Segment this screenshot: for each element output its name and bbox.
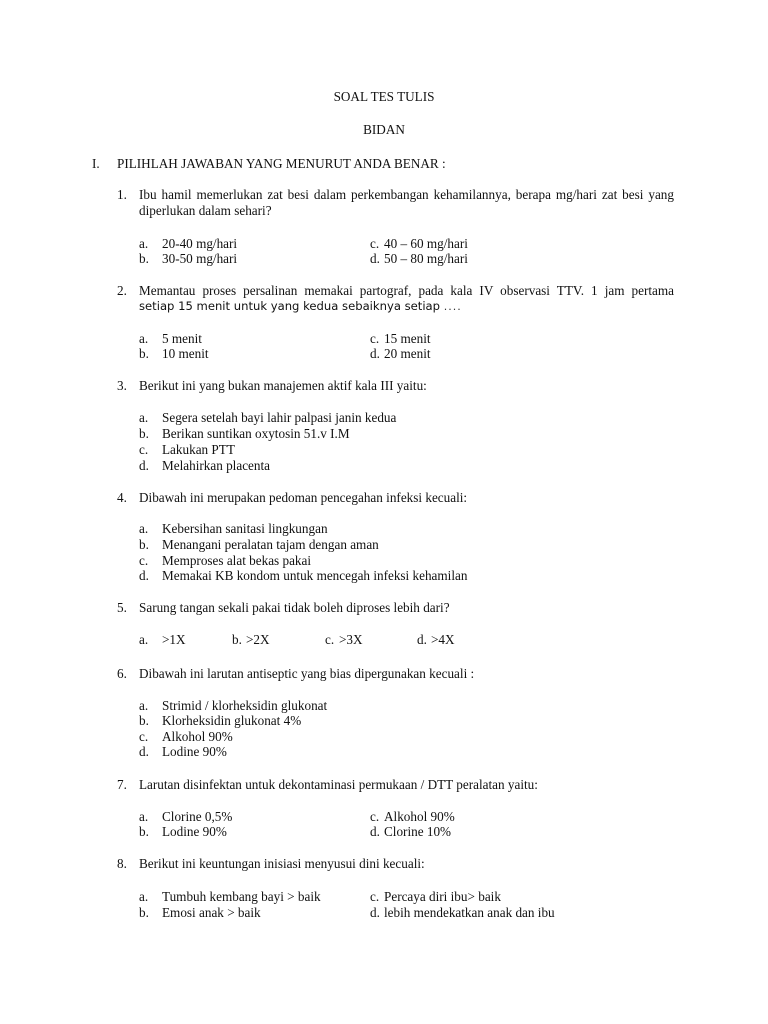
question-number: 5. <box>117 600 127 615</box>
option-letter: d. <box>139 744 149 759</box>
question-number: 1. <box>117 187 127 202</box>
option-text: 5 menit <box>162 331 202 346</box>
option-letter: c. <box>139 553 149 568</box>
question-number: 7. <box>117 777 127 792</box>
option-text: 10 menit <box>162 346 209 361</box>
option-text: >2X <box>246 632 270 647</box>
question-number: 8. <box>117 856 127 871</box>
option-letter: d. <box>139 568 149 583</box>
option-text: 30-50 mg/hari <box>162 251 238 266</box>
option-text: Menangani peralatan tajam dengan aman <box>162 537 379 552</box>
option-text: Lodine 90% <box>162 824 227 839</box>
option-letter: c. <box>370 236 380 251</box>
option-text: Strimid / klorheksidin glukonat <box>162 698 328 713</box>
question-number: 2. <box>117 283 127 298</box>
option-letter: b. <box>139 346 149 361</box>
option-letter: d. <box>139 458 149 473</box>
option-letter: b. <box>139 426 149 441</box>
option-letter: d. <box>370 346 380 361</box>
question-number: 4. <box>117 490 127 505</box>
question-text-line-1: Memantau proses persalinan memakai partograf, pada kala IV observasi TTV. 1 jam pertama <box>139 283 674 298</box>
section-number: I. <box>92 156 100 171</box>
question-text: Sarung tangan sekali pakai tidak boleh diproses lebih dari? <box>139 600 450 615</box>
option-text: Kebersihan sanitasi lingkungan <box>162 521 328 536</box>
option-letter: b. <box>139 905 149 920</box>
option-text: Tumbuh kembang bayi > baik <box>162 889 321 904</box>
option-letter: c. <box>370 809 380 824</box>
option-letter: c. <box>370 889 380 904</box>
option-text: Alkohol 90% <box>384 809 455 824</box>
option-text: >4X <box>431 632 455 647</box>
question-number: 6. <box>117 666 127 681</box>
question-text-handwritten: setiap 15 menit untuk yang kedua sebaiknya setiap <box>139 299 441 313</box>
question-text-line-2 <box>139 299 462 315</box>
option-text: Lakukan PTT <box>162 442 235 457</box>
question-text: Dibawah ini merupakan pedoman pencegahan infeksi kecuali: <box>139 490 468 505</box>
option-letter: c. <box>139 729 149 744</box>
option-letter: b. <box>139 251 149 266</box>
option-text: Percaya diri ibu> baik <box>384 889 501 904</box>
option-letter: d. <box>370 905 380 920</box>
option-text: lebih mendekatkan anak dan ibu <box>384 905 555 920</box>
option-text: Klorheksidin glukonat 4% <box>162 713 302 728</box>
option-text: 20-40 mg/hari <box>162 236 238 251</box>
option-text: Lodine 90% <box>162 744 227 759</box>
option-letter: a. <box>139 809 149 824</box>
option-text: Melahirkan placenta <box>162 458 271 473</box>
option-text: 50 – 80 mg/hari <box>384 251 468 266</box>
option-text: Clorine 0,5% <box>162 809 233 824</box>
option-letter: a. <box>139 521 149 536</box>
option-text: Memproses alat bekas pakai <box>162 553 312 568</box>
option-letter: b. <box>139 824 149 839</box>
option-text: 20 menit <box>384 346 431 361</box>
option-letter: b. <box>232 632 242 647</box>
page-subtitle: BIDAN <box>363 122 405 137</box>
option-letter: c. <box>325 632 335 647</box>
option-text: >3X <box>339 632 363 647</box>
ellipsis-dots: .... <box>443 300 462 313</box>
option-text: Berikan suntikan oxytosin 51.v I.M <box>162 426 350 441</box>
option-letter: b. <box>139 713 149 728</box>
section-title: PILIHLAH JAWABAN YANG MENURUT ANDA BENAR : <box>117 156 446 171</box>
option-letter: d. <box>370 824 380 839</box>
option-letter: c. <box>370 331 380 346</box>
question-number: 3. <box>117 378 127 393</box>
option-letter: a. <box>139 889 149 904</box>
option-text: Alkohol 90% <box>162 729 233 744</box>
option-letter: d. <box>417 632 427 647</box>
option-text: Emosi anak > baik <box>162 905 261 920</box>
option-text: 40 – 60 mg/hari <box>384 236 468 251</box>
option-letter: a. <box>139 698 149 713</box>
option-text: Clorine 10% <box>384 824 452 839</box>
question-text: Berikut ini keuntungan inisiasi menyusui dini kecuali: <box>139 856 425 871</box>
question-text: Larutan disinfektan untuk dekontaminasi permukaan / DTT peralatan yaitu: <box>139 777 538 792</box>
option-text: Memakai KB kondom untuk mencegah infeksi kehamilan <box>162 568 468 583</box>
option-letter: c. <box>139 442 149 457</box>
option-letter: a. <box>139 632 149 647</box>
question-text: Dibawah ini larutan antiseptic yang bias dipergunakan kecuali : <box>139 666 475 681</box>
page-title: SOAL TES TULIS <box>333 89 435 104</box>
option-text: Segera setelah bayi lahir palpasi janin kedua <box>162 410 397 425</box>
option-letter: d. <box>370 251 380 266</box>
option-letter: b. <box>139 537 149 552</box>
option-letter: a. <box>139 410 149 425</box>
option-text: >1X <box>162 632 186 647</box>
option-letter: a. <box>139 236 149 251</box>
question-text: Ibu hamil memerlukan zat besi dalam perkembangan kehamilannya, berapa mg/hari zat besi yang diperlukan dalam sehari? <box>139 187 674 218</box>
question-text: Berikut ini yang bukan manajemen aktif kala III yaitu: <box>139 378 427 393</box>
option-text: 15 menit <box>384 331 431 346</box>
option-letter: a. <box>139 331 149 346</box>
